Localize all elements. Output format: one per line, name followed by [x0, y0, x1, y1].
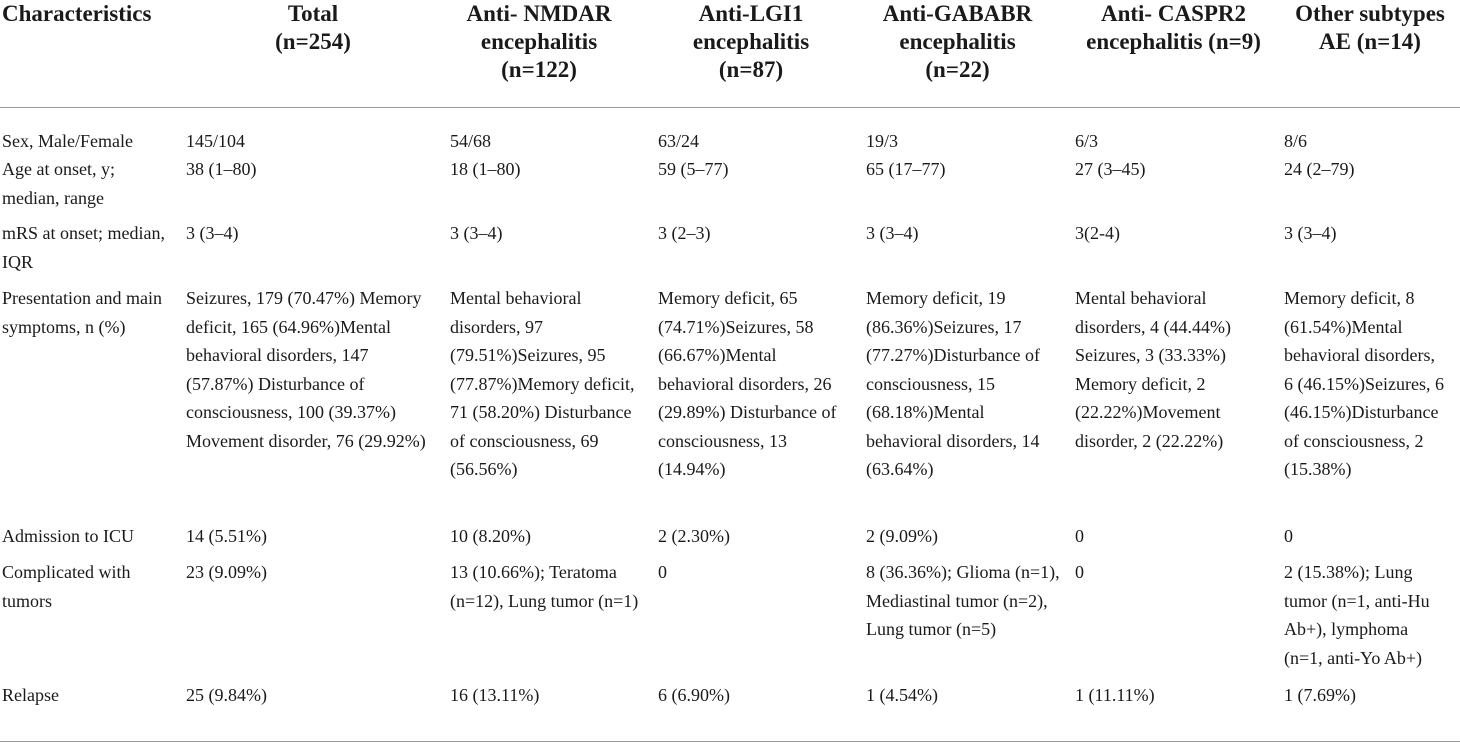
header-other: Other subtypes AE (n=14) [1295, 1, 1445, 54]
cell-caspr2: 0 [1075, 562, 1084, 582]
cell-total: Seizures, 179 (70.47%) Memory deficit, 165 (64.96%)Mental behavioral disorders, 147 (57.87%) Disturbance of consciousness, 100 (39.37%) Movement disorder, 76 (29.92%) [186, 288, 426, 451]
cell-total: 145/104 [186, 130, 246, 151]
cell-gababr: 1 (4.54%) [866, 685, 938, 705]
table-row [0, 219, 1460, 284]
cell-nmdar: 18 (1–80) [450, 159, 521, 179]
cell-caspr2: 27 (3–45) [1075, 159, 1146, 179]
row-label: Relapse [2, 685, 59, 705]
cell-gababr: 3 (3–4) [866, 223, 919, 243]
bottom-rule [0, 741, 1460, 742]
cell-caspr2: 3(2-4) [1075, 223, 1120, 243]
cell-other: 2 (15.38%); Lung tumor (n=1, anti-Hu Ab+), lymphoma (n=1, anti-Yo Ab+) [1284, 562, 1430, 668]
cell-other: 8/6 [1284, 130, 1308, 151]
cell-lgi1: 3 (2–3) [658, 223, 711, 243]
cell-total: 38 (1–80) [186, 159, 257, 179]
cell-total: 25 (9.84%) [186, 685, 267, 705]
cell-caspr2: 1 (11.11%) [1075, 685, 1155, 705]
cell-lgi1: 0 [658, 562, 667, 582]
cell-other: 0 [1284, 526, 1293, 546]
cell-nmdar: 54/68 [450, 130, 492, 151]
table-row [0, 107, 1460, 155]
cell-other: 3 (3–4) [1284, 223, 1337, 243]
table-row [0, 155, 1460, 219]
table-row [0, 522, 1460, 558]
cell-nmdar: 3 (3–4) [450, 223, 503, 243]
cell-gababr: 2 (9.09%) [866, 526, 938, 546]
cell-lgi1: 2 (2.30%) [658, 526, 730, 546]
cell-nmdar: 16 (13.11%) [450, 685, 540, 705]
header-gababr: Anti-GABABR encephalitis (n=22) [882, 1, 1033, 82]
cell-nmdar: Mental behavioral disorders, 97 (79.51%)Seizures, 95 (77.87%)Memory deficit, 71 (58.20%) Disturbance of consciousness, 69 (56.56%) [450, 288, 635, 479]
cell-gababr: 8 (36.36%); Glioma (n=1), Mediastinal tumor (n=2), Lung tumor (n=5) [866, 562, 1060, 639]
table-row [0, 681, 1460, 721]
cell-lgi1: 63/24 [658, 130, 700, 151]
header-lgi1: Anti-LGI1 encephalitis (n=87) [692, 1, 810, 82]
table-row [0, 558, 1460, 681]
cell-caspr2: 0 [1075, 526, 1084, 546]
cell-gababr: Memory deficit, 19 (86.36%)Seizures, 17 (77.27%)Disturbance of consciousness, 15 (68.18%)Mental behavioral disorders, 14 (63.64%) [866, 288, 1040, 479]
header-characteristics: Characteristics [2, 1, 152, 26]
row-label: Sex, Male/Female [2, 130, 133, 151]
row-label: Complicated with tumors [2, 562, 131, 611]
cell-lgi1: Memory deficit, 65 (74.71%)Seizures, 58 (66.67%)Mental behavioral disorders, 26 (29.89%) Disturbance of consciousness, 13 (14.94%) [658, 288, 837, 479]
cell-lgi1: 6 (6.90%) [658, 685, 730, 705]
header-total: Total (n=254) [275, 1, 351, 54]
row-label: Presentation and main symptoms, n (%) [2, 288, 162, 337]
cell-caspr2: 6/3 [1075, 130, 1099, 151]
cell-other: Memory deficit, 8 (61.54%)Mental behavioral disorders, 6 (46.15%)Seizures, 6 (46.15%)Disturbance of consciousness, 2 (15.38%) [1284, 288, 1444, 479]
cell-total: 3 (3–4) [186, 223, 239, 243]
cell-nmdar: 13 (10.66%); Teratoma (n=12), Lung tumor (n=1) [450, 562, 639, 611]
cell-gababr: 19/3 [866, 130, 899, 151]
cell-total: 23 (9.09%) [186, 562, 267, 582]
header-row [0, 0, 1460, 107]
header-caspr2: Anti- CASPR2 encephalitis (n=9) [1086, 1, 1261, 54]
table-row [0, 284, 1460, 522]
row-label: mRS at onset; median, IQR [2, 223, 165, 272]
cell-other: 1 (7.69%) [1284, 685, 1356, 705]
row-label: Age at onset, y; median, range [2, 159, 115, 208]
cell-caspr2: Mental behavioral disorders, 4 (44.44%) Seizures, 3 (33.33%) Memory deficit, 2 (22.22%)Movement disorder, 2 (22.22%) [1075, 288, 1231, 451]
cell-nmdar: 10 (8.20%) [450, 526, 531, 546]
cell-gababr: 65 (17–77) [866, 159, 946, 179]
cell-total: 14 (5.51%) [186, 526, 267, 546]
cell-lgi1: 59 (5–77) [658, 159, 729, 179]
header-nmdar: Anti- NMDAR encephalitis (n=122) [466, 1, 612, 82]
cell-other: 24 (2–79) [1284, 159, 1355, 179]
row-label: Admission to ICU [2, 526, 135, 546]
